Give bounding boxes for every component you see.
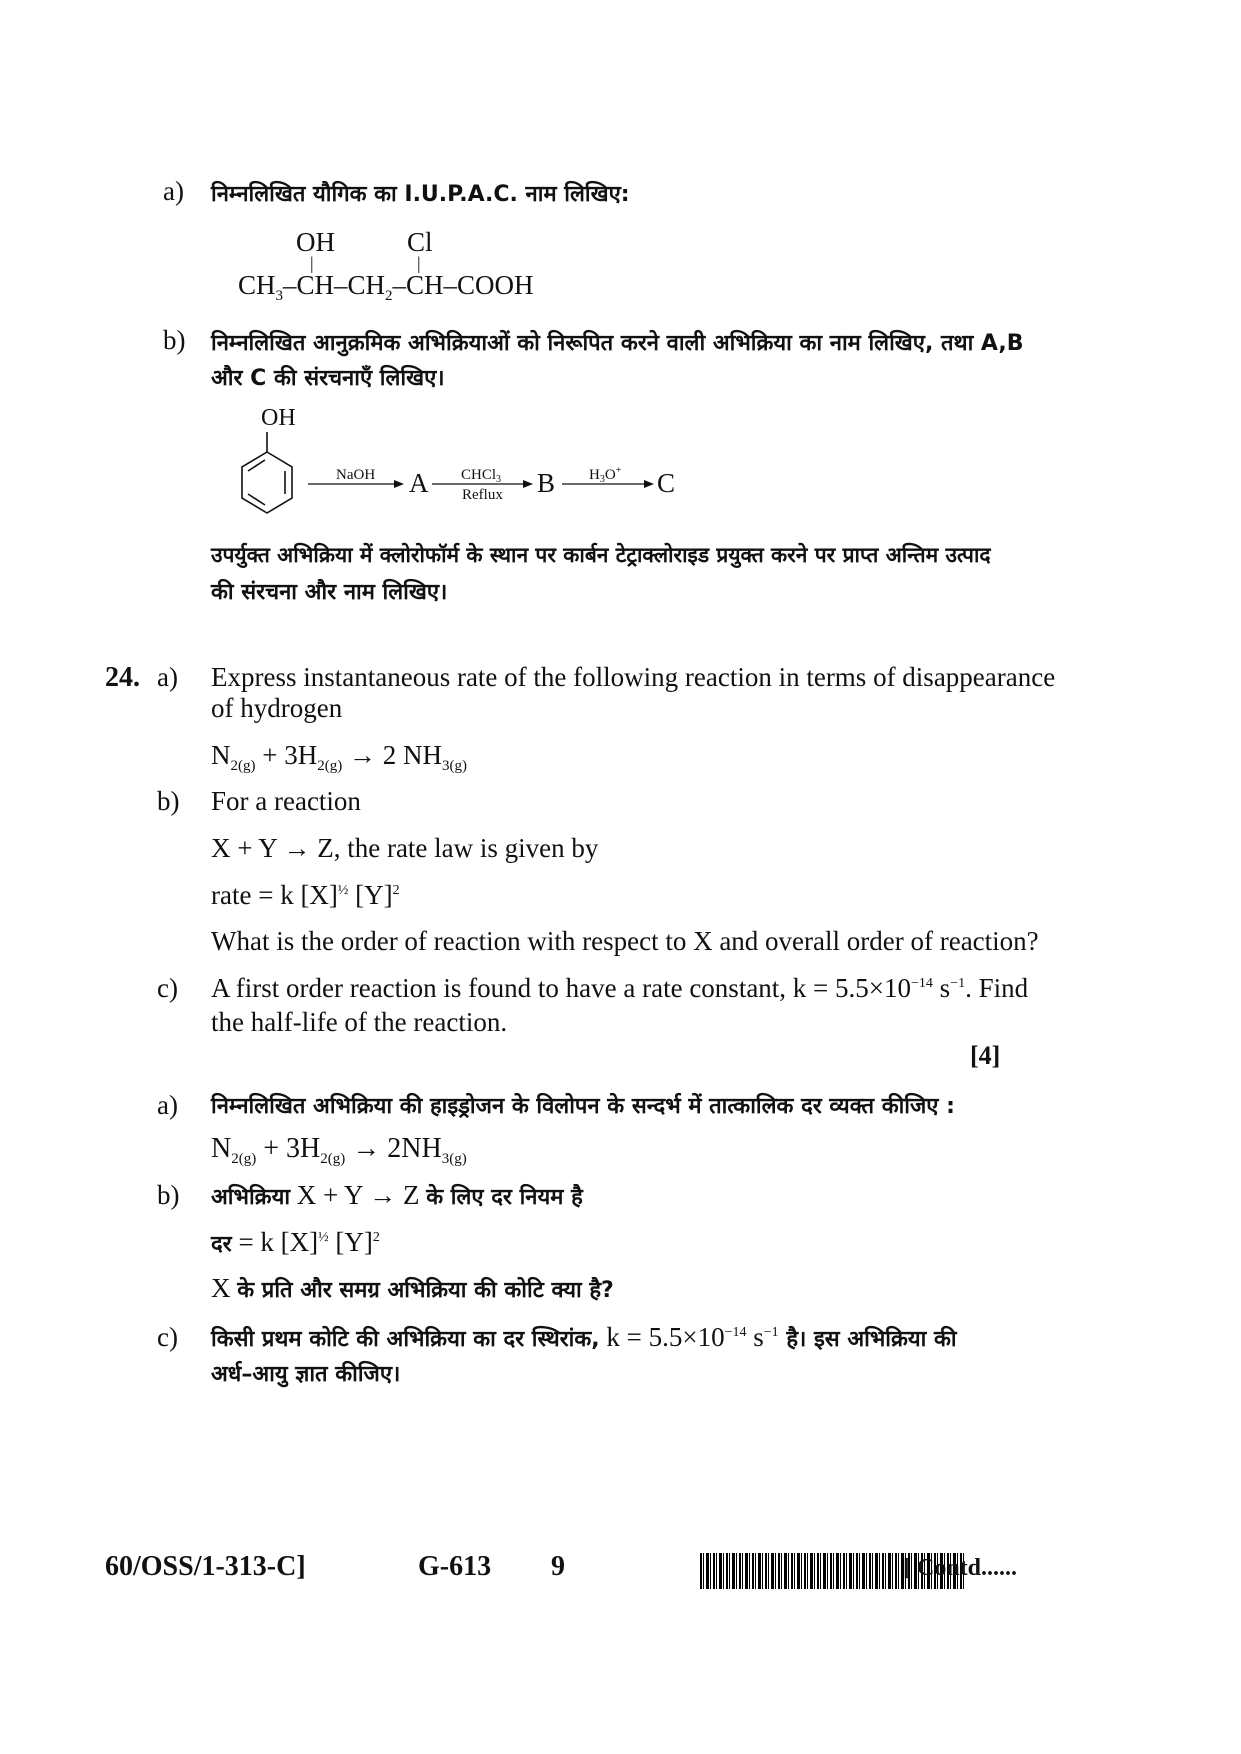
q24-a-text-2: of hydrogen	[211, 693, 343, 723]
q24-a-label: a)	[157, 662, 178, 692]
oh-group: OH	[296, 227, 335, 257]
q24h-b-question: X के प्रति और समग्र अभिक्रिया की कोटि क्या है?	[211, 1273, 614, 1303]
bond-bar-1: |	[310, 253, 314, 273]
q24h-b-text: अभिक्रिया X + Y → Z के लिए दर नियम है	[211, 1180, 583, 1210]
q24-b-rate-law: rate = k $[X]^{\frac{1}{2}}$ $[Y]^2$	[211, 880, 400, 910]
q24h-equation: $N_{2(g)} + 3H_{2(g)} \to 2NH_{3(g)}$	[211, 1133, 467, 1167]
product-c: C	[657, 468, 676, 498]
reagent-reflux: Reflux	[462, 487, 503, 503]
q23-b-extra-2: की संरचना और नाम लिखिए।	[211, 580, 448, 605]
q24-c-label: c)	[157, 973, 178, 1003]
reagent-chcl3: CHCl$_3$	[461, 467, 502, 485]
q23-a-text: निम्नलिखित यौगिक का I.U.P.A.C. नाम लिखिए:	[211, 182, 630, 207]
q23-a-label: a)	[163, 176, 184, 206]
q24-equation: $N_{2(g)} + 3H_{2(g)} \to 2$ $NH_{3(g)}$	[211, 740, 467, 774]
paper-code: 60/OSS/1-313-C]	[105, 1551, 306, 1582]
arrow-1-icon	[308, 478, 404, 490]
marks: [4]	[970, 1041, 1001, 1070]
q24-b-line2: X + Y → Z, the rate law is given by	[211, 833, 599, 863]
q24h-c-text-2: अर्ध–आयु ज्ञात कीजिए।	[211, 1362, 401, 1387]
q24-a-text-1: Express instantaneous rate of the following reaction in terms of disappearance	[211, 662, 1056, 692]
q24-b-label: b)	[157, 786, 180, 816]
q24h-a-label: a)	[157, 1090, 178, 1120]
q24h-b-label: b)	[157, 1180, 180, 1210]
series-code: G-613	[418, 1551, 492, 1582]
q24h-rate-law: दर = k $[X]^{\frac{1}{2}}$ $[Y]^2$	[211, 1227, 380, 1257]
q24h-c-label: c)	[157, 1322, 178, 1352]
arrow-3-icon	[562, 478, 654, 490]
benzene-ring-icon	[235, 432, 299, 522]
page-number: 9	[551, 1551, 565, 1582]
q24-b-text: For a reaction	[211, 786, 361, 816]
phenol-oh: OH	[261, 405, 296, 431]
q23-b-label: b)	[163, 325, 186, 355]
q24-number: 24.	[105, 662, 140, 693]
cl-group: Cl	[407, 227, 433, 257]
product-a: A	[409, 468, 429, 498]
q24-c-text-1: A first order reaction is found to have a rate constant, $k = 5.5\times 10^{-14}$ $s^{-1}$. Find	[211, 973, 1029, 1003]
product-b: B	[537, 468, 556, 498]
q23-b-extra-1: उपर्युक्त अभिक्रिया में क्लोरोफॉर्म के स्थान पर कार्बन टेट्राक्लोराइड प्रयुक्त करने पर प्राप्त अन्तिम उत्पाद	[211, 543, 991, 567]
continued-label: [ Contd......	[903, 1555, 1018, 1581]
q23-b-text-1: निम्नलिखित आनुक्रमिक अभिक्रियाओं को निरूपित करने वाली अभिक्रिया का नाम लिखिए, तथा A,B	[211, 331, 1024, 356]
q24-b-question: What is the order of reaction with respect to X and overall order of reaction?	[211, 926, 1039, 956]
reagent-h3o: $H_3O^+$	[589, 465, 622, 485]
compound-formula: $CH_3-CH-CH_2-CH$–COOH	[238, 270, 534, 304]
q24h-a-text: निम्नलिखित अभिक्रिया की हाइड्रोजन के विलोपन के सन्दर्भ में तात्कालिक दर व्यक्त कीजिए :	[211, 1094, 955, 1119]
bond-bar-2: |	[417, 253, 421, 273]
q24h-c-text-1: किसी प्रथम कोटि की अभिक्रिया का दर स्थिरांक, $k = 5.5\times 10^{-14}$ $s^{-1}$ है। इस अभिक्रिया की	[211, 1322, 957, 1352]
reagent-naoh: NaOH	[336, 467, 376, 483]
q24-c-text-2: the half-life of the reaction.	[211, 1007, 508, 1037]
q23-b-text-2: और C की संरचनाएँ लिखिए।	[211, 366, 445, 391]
